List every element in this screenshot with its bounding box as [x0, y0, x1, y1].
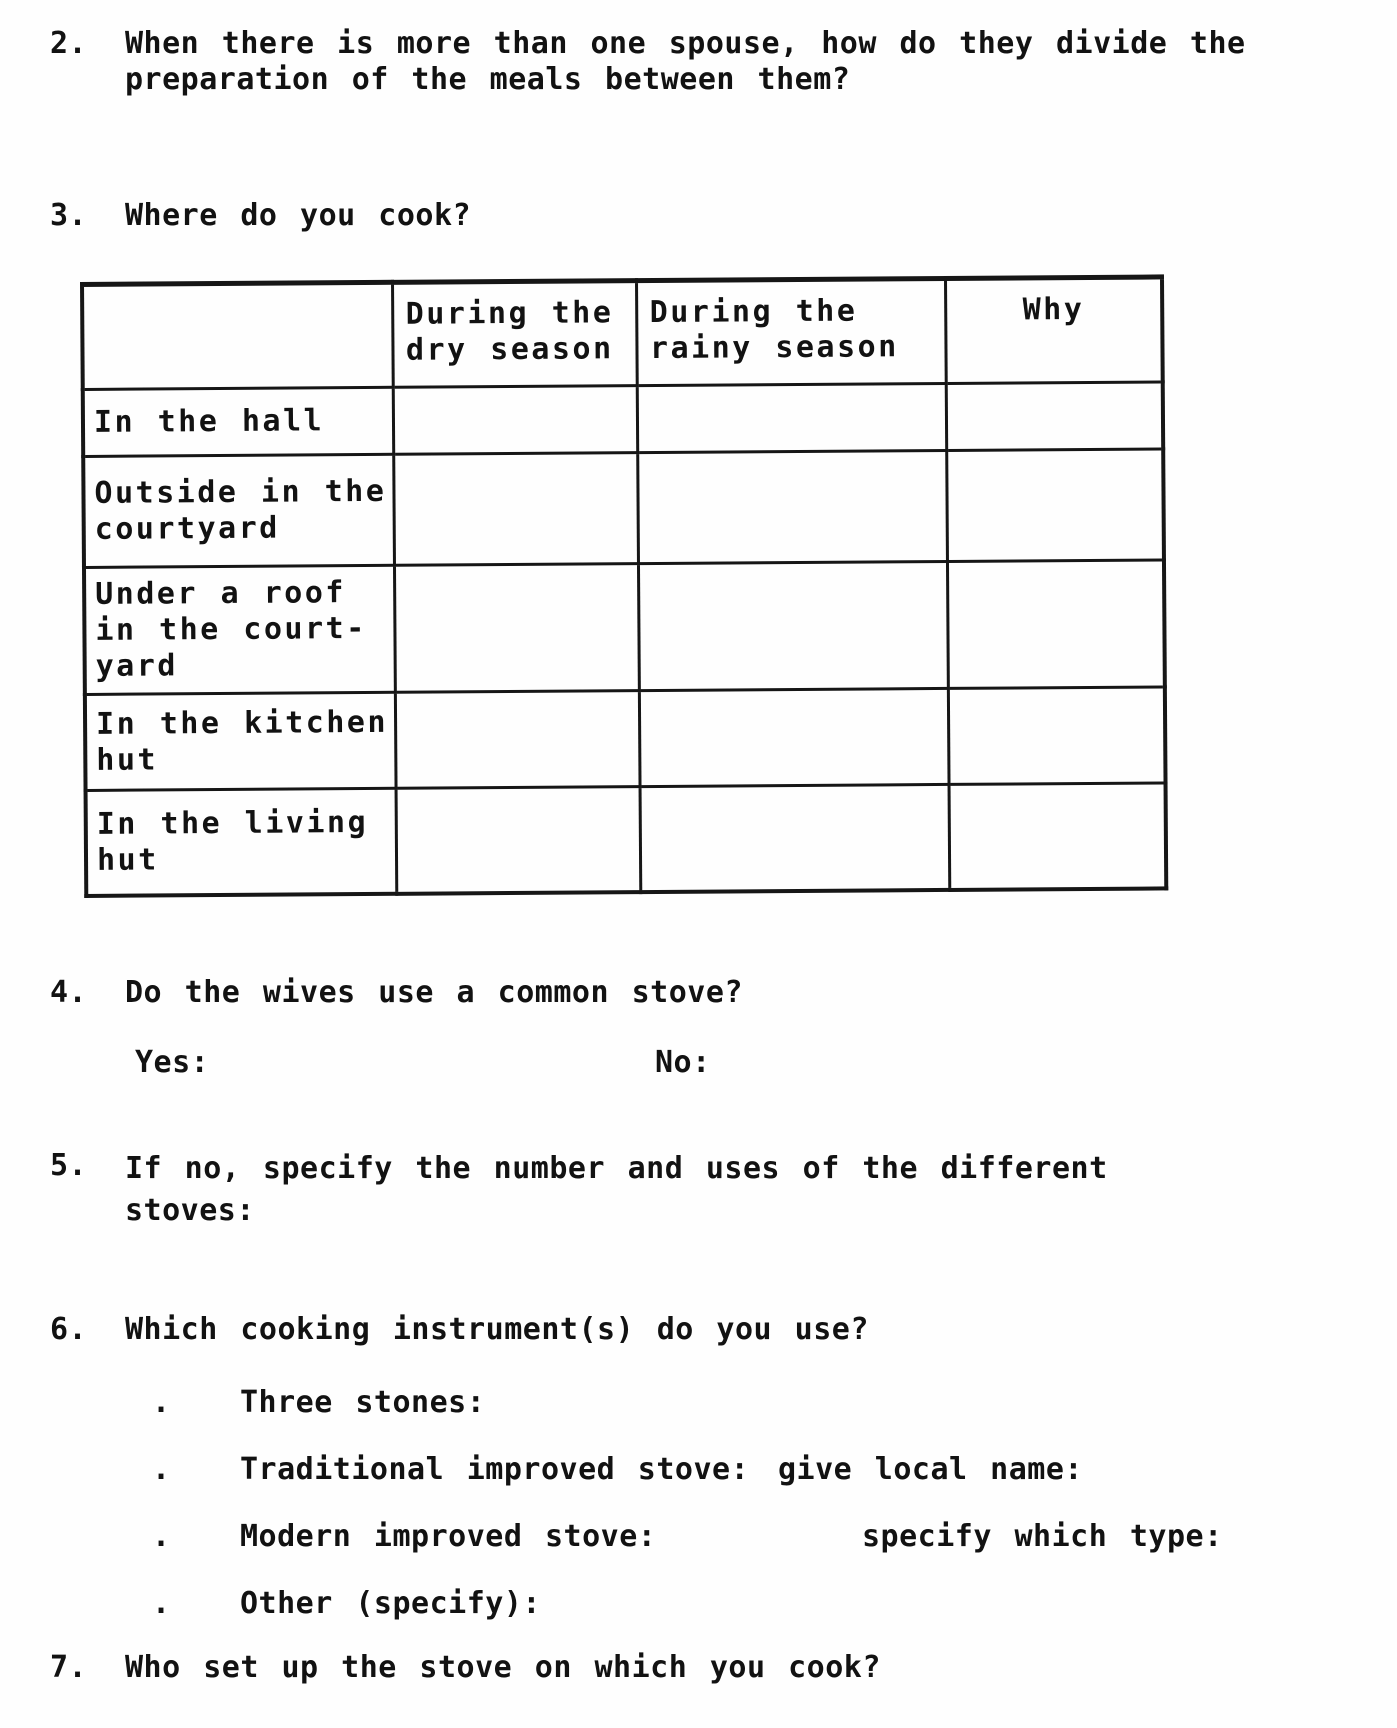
table-row-living-hut — [86, 783, 1167, 896]
answer-cell — [637, 450, 947, 563]
table-row-hall — [83, 382, 1163, 457]
answer-cell — [394, 564, 639, 693]
row-label-roof-line-1: Under a roof — [95, 575, 347, 612]
row-label-living-line-1: In the living — [96, 804, 369, 842]
question-6-number: 6. — [50, 1312, 88, 1347]
question-3-number: 3. — [50, 198, 88, 233]
row-label-courtyard-line-2: courtyard — [94, 510, 280, 547]
answer-cell — [395, 691, 640, 789]
rainy-season-line-1: During the — [649, 293, 858, 331]
question-3-line-1: Where do you cook? — [125, 198, 472, 233]
question-4-line-1: Do the wives use a common stove? — [125, 975, 743, 1010]
cooking-location-table — [80, 274, 1168, 897]
answer-cell — [948, 687, 1166, 785]
bullet-dot: . — [152, 1452, 171, 1487]
question-7-line-1: Who set up the stove on which you cook? — [125, 1650, 881, 1685]
bullet-three-stones-label: Three stones: — [240, 1385, 486, 1420]
question-5-text — [125, 1148, 1108, 1232]
row-label-hall-line-1: In the hall — [93, 403, 325, 440]
bullet-modern-stove — [0, 1519, 1397, 1559]
row-label-hall — [83, 387, 393, 456]
answer-cell — [637, 383, 946, 452]
bullet-traditional-stove — [0, 1452, 1397, 1492]
question-7-number: 7. — [50, 1650, 88, 1685]
answer-cell — [946, 382, 1163, 451]
bullet-other — [0, 1586, 1397, 1626]
question-5-line-1: If no, specify the number and uses of the different — [125, 1151, 1108, 1186]
question-6-text — [125, 1312, 869, 1348]
dry-season-line-1: During the — [405, 295, 614, 332]
row-label-kitchen-line-2: hut — [96, 741, 159, 778]
header-cell-empty — [82, 282, 393, 389]
bullet-dot: . — [152, 1586, 171, 1621]
row-label-courtyard — [83, 454, 394, 567]
question-2 — [50, 26, 1246, 98]
question-2-line-2: preparation of the meals between them? — [125, 62, 851, 97]
row-label-living-hut — [86, 788, 397, 895]
answer-cell — [638, 561, 948, 690]
question-5-number: 5. — [50, 1148, 88, 1183]
question-2-line-1: When there is more than one spouse, how do they divide the — [125, 26, 1246, 61]
question-4 — [50, 975, 743, 1011]
row-label-kitchen-hut — [85, 692, 396, 790]
question-3-text — [125, 198, 471, 234]
question-6-line-1: Which cooking instrument(s) do you use? — [125, 1312, 869, 1347]
bullet-dot: . — [152, 1385, 171, 1420]
question-4-text — [125, 975, 743, 1011]
bullet-other-label: Other (specify): — [240, 1586, 541, 1621]
table-row-kitchen-hut — [85, 687, 1166, 791]
answer-cell — [393, 453, 638, 566]
question-3 — [50, 198, 471, 234]
answer-cell — [393, 386, 637, 455]
header-cell-why: Why — [945, 277, 1163, 384]
answer-cell — [640, 784, 950, 891]
question-5 — [50, 1148, 1108, 1232]
bullet-modern-stove-note: specify which type: — [862, 1519, 1223, 1554]
bullet-dot: . — [152, 1519, 171, 1554]
bullet-modern-stove-label: Modern improved stove: — [240, 1519, 657, 1554]
table-row-roof-courtyard — [84, 560, 1165, 695]
question-6 — [50, 1312, 869, 1348]
no-label: No: — [655, 1045, 711, 1080]
yes-label: Yes: — [135, 1045, 210, 1080]
bullet-three-stones — [0, 1385, 1397, 1425]
answer-cell — [949, 783, 1167, 890]
bullet-traditional-stove-label: Traditional improved stove: — [240, 1452, 750, 1487]
row-label-roof-courtyard — [84, 565, 395, 694]
answer-cell — [396, 787, 641, 894]
rainy-season-line-2: rainy season — [649, 329, 899, 367]
question-4-number: 4. — [50, 975, 88, 1010]
row-label-kitchen-line-1: In the kitchen — [95, 704, 389, 742]
header-cell-dry-season — [392, 281, 637, 388]
row-label-roof-line-2: in the court- — [95, 611, 367, 648]
row-label-living-line-2: hut — [96, 842, 159, 878]
table-row-courtyard — [83, 449, 1164, 568]
answer-cell — [946, 449, 1164, 562]
question-2-text — [125, 26, 1246, 98]
question-7 — [50, 1650, 881, 1686]
row-label-courtyard-line-1: Outside in the — [94, 473, 387, 511]
header-cell-rainy-season — [636, 278, 946, 385]
table-header-row — [82, 277, 1163, 390]
answer-cell — [639, 688, 949, 786]
answer-cell — [947, 560, 1165, 689]
question-7-text — [125, 1650, 881, 1686]
question-5-line-2: stoves: — [125, 1193, 255, 1228]
dry-season-line-2: dry season — [405, 331, 614, 368]
bullet-traditional-stove-note: give local name: — [778, 1452, 1083, 1487]
question-2-number: 2. — [50, 26, 88, 61]
row-label-roof-line-3: yard — [95, 648, 179, 684]
